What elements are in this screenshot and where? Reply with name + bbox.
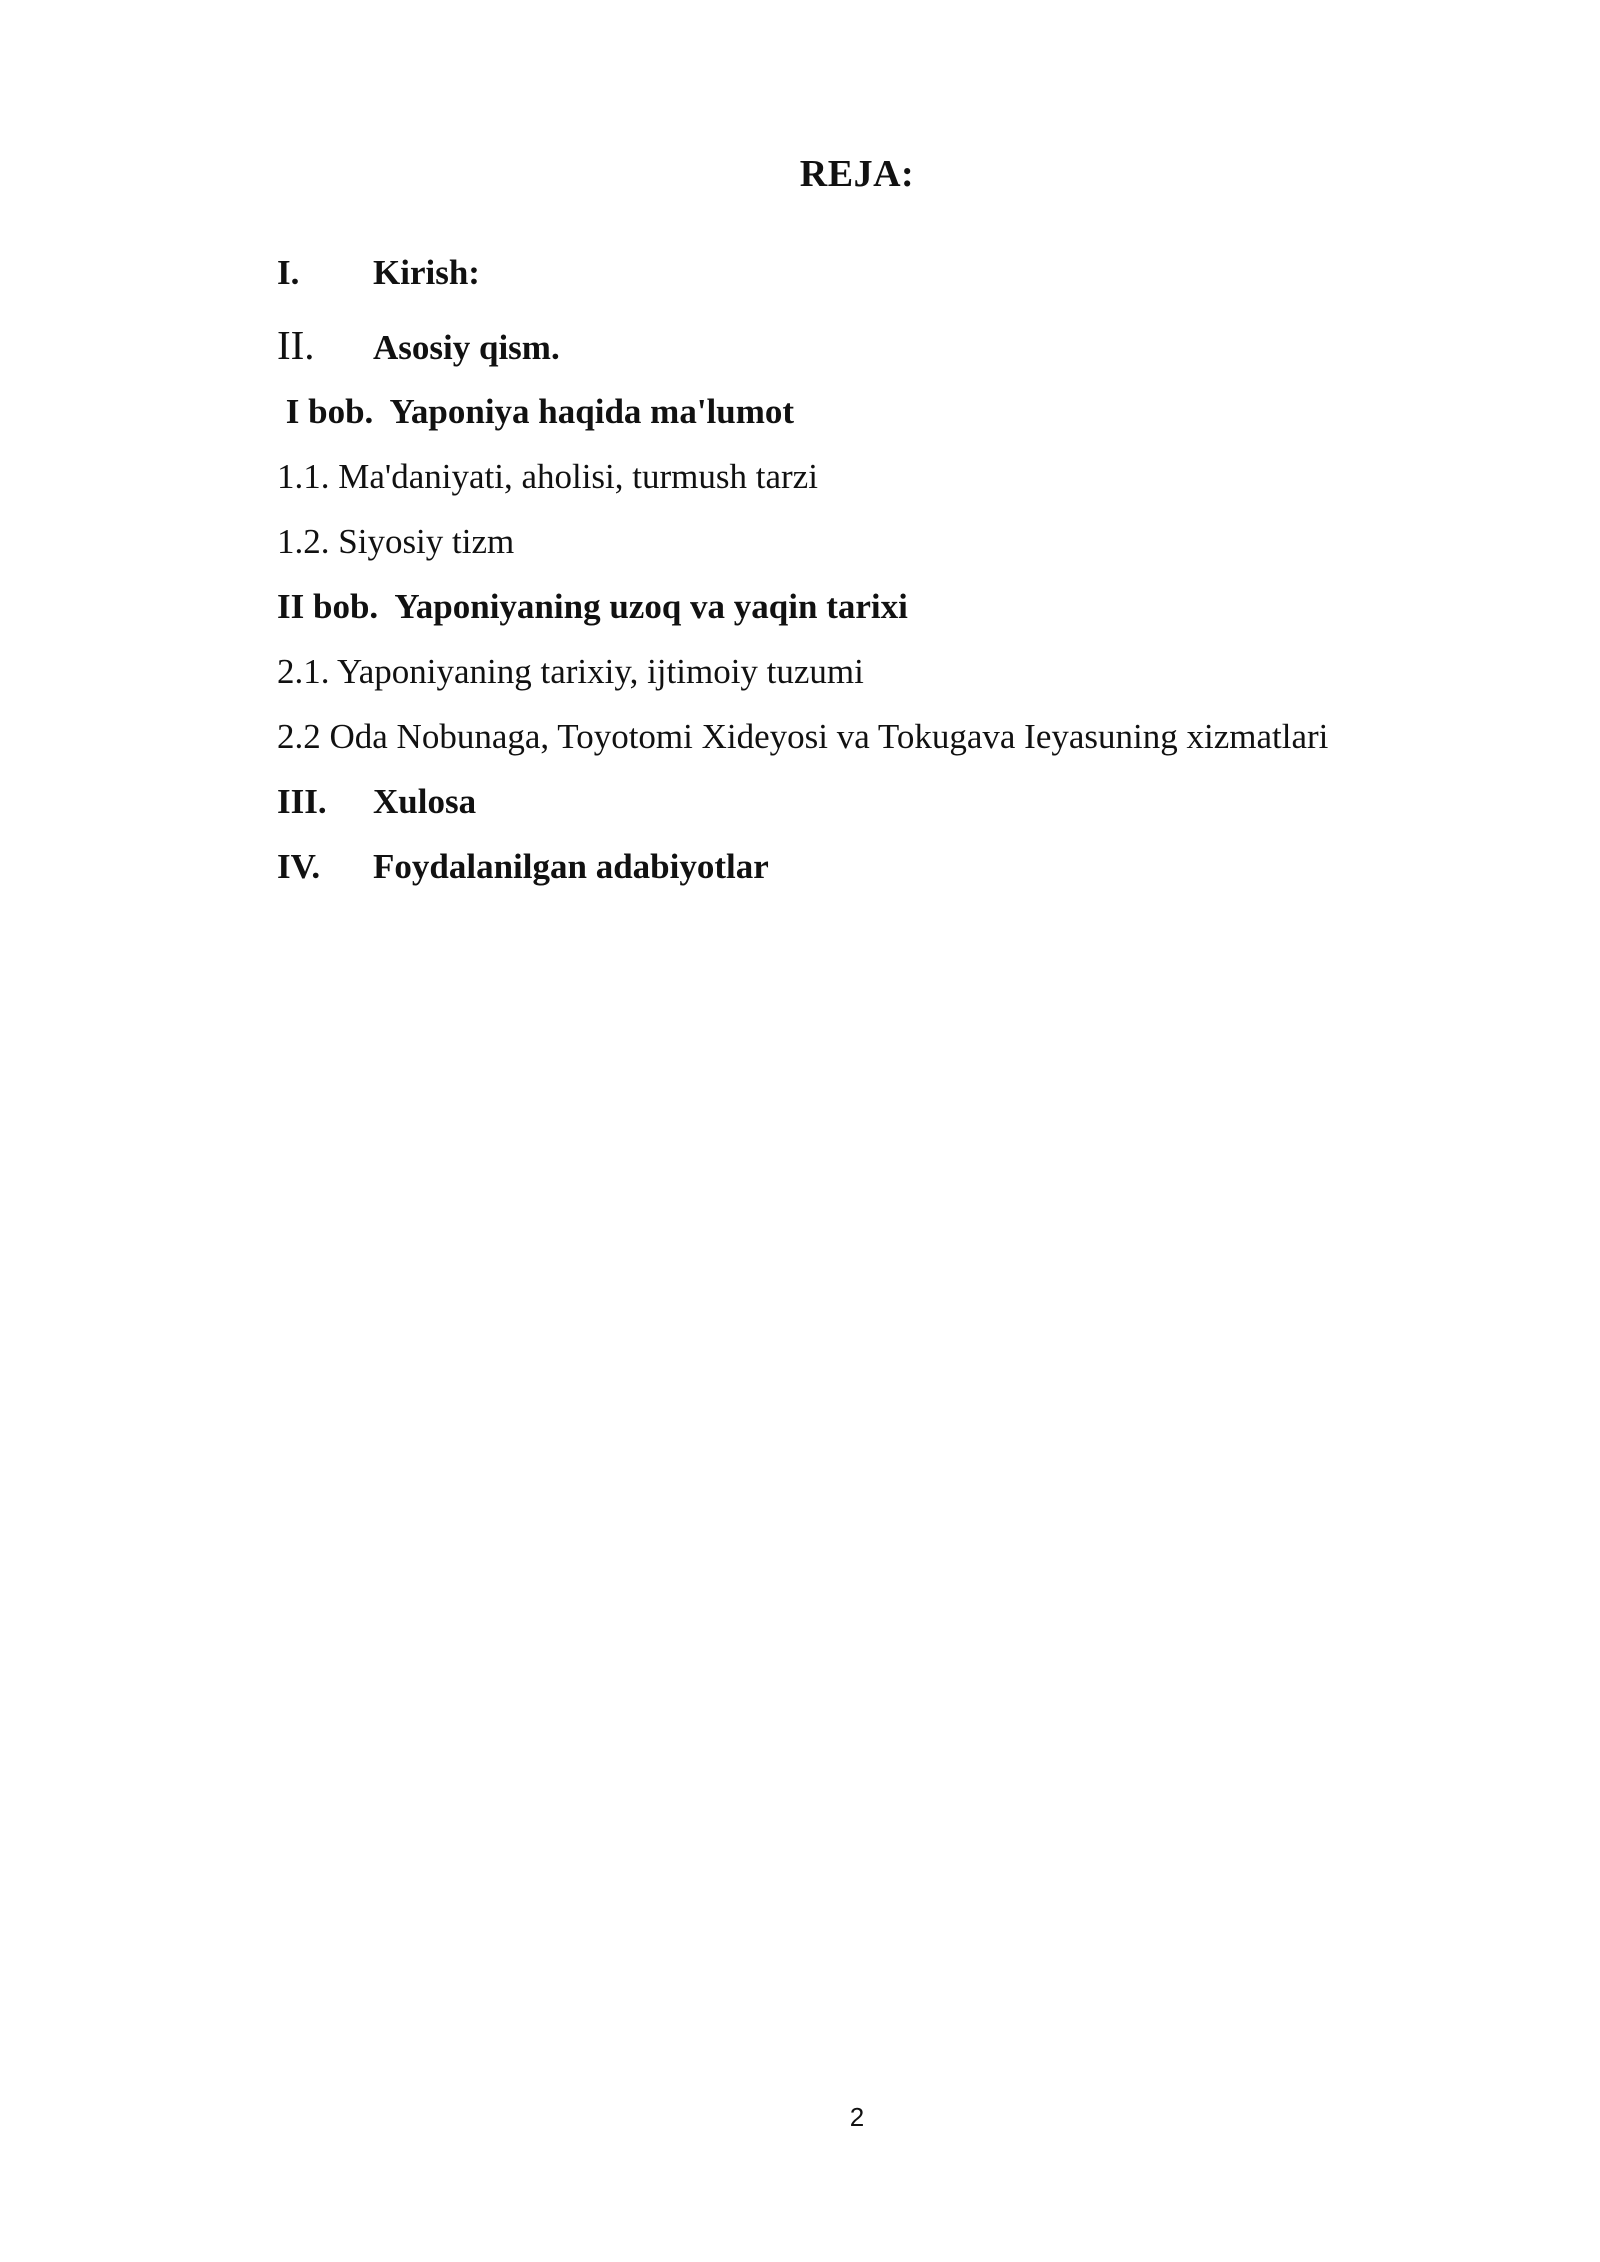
toc-item-number: II. [277,322,315,368]
toc-item-text: Kirish: [373,253,480,292]
toc-item-conclusion [277,784,476,819]
toc-section-1-1: 1.1. Ma'daniyati, aholisi, turmush tarzi [277,457,818,496]
plan-title: REJA: [799,153,915,195]
toc-chapter-2: II bob. Yaponiyaning uzoq va yaqin tarixi [277,587,908,626]
toc-item-number: I. [277,253,300,292]
toc-item-number: III. [277,782,327,821]
toc-item-text: Xulosa [373,782,477,821]
toc-item-text: Foydalanilgan adabiyotlar [373,847,769,886]
toc-section-2-2: 2.2 Oda Nobunaga, Toyotomi Xideyosi va Tokugava Ieyasuning xizmatlari [277,717,1329,756]
toc-item-main-part [277,322,560,368]
toc-item-introduction [277,255,480,290]
toc-item-references [277,849,769,884]
toc-section-2-1: 2.1. Yaponiyaning tarixiy, ijtimoiy tuzumi [277,652,864,691]
toc-section-1-2: 1.2. Siyosiy tizm [277,522,515,561]
page-number: 2 [849,2102,865,2132]
toc-item-number: IV. [277,847,321,886]
toc-chapter-1: I bob. Yaponiya haqida ma'lumot [277,392,795,431]
toc-item-text: Asosiy qism. [373,328,560,367]
